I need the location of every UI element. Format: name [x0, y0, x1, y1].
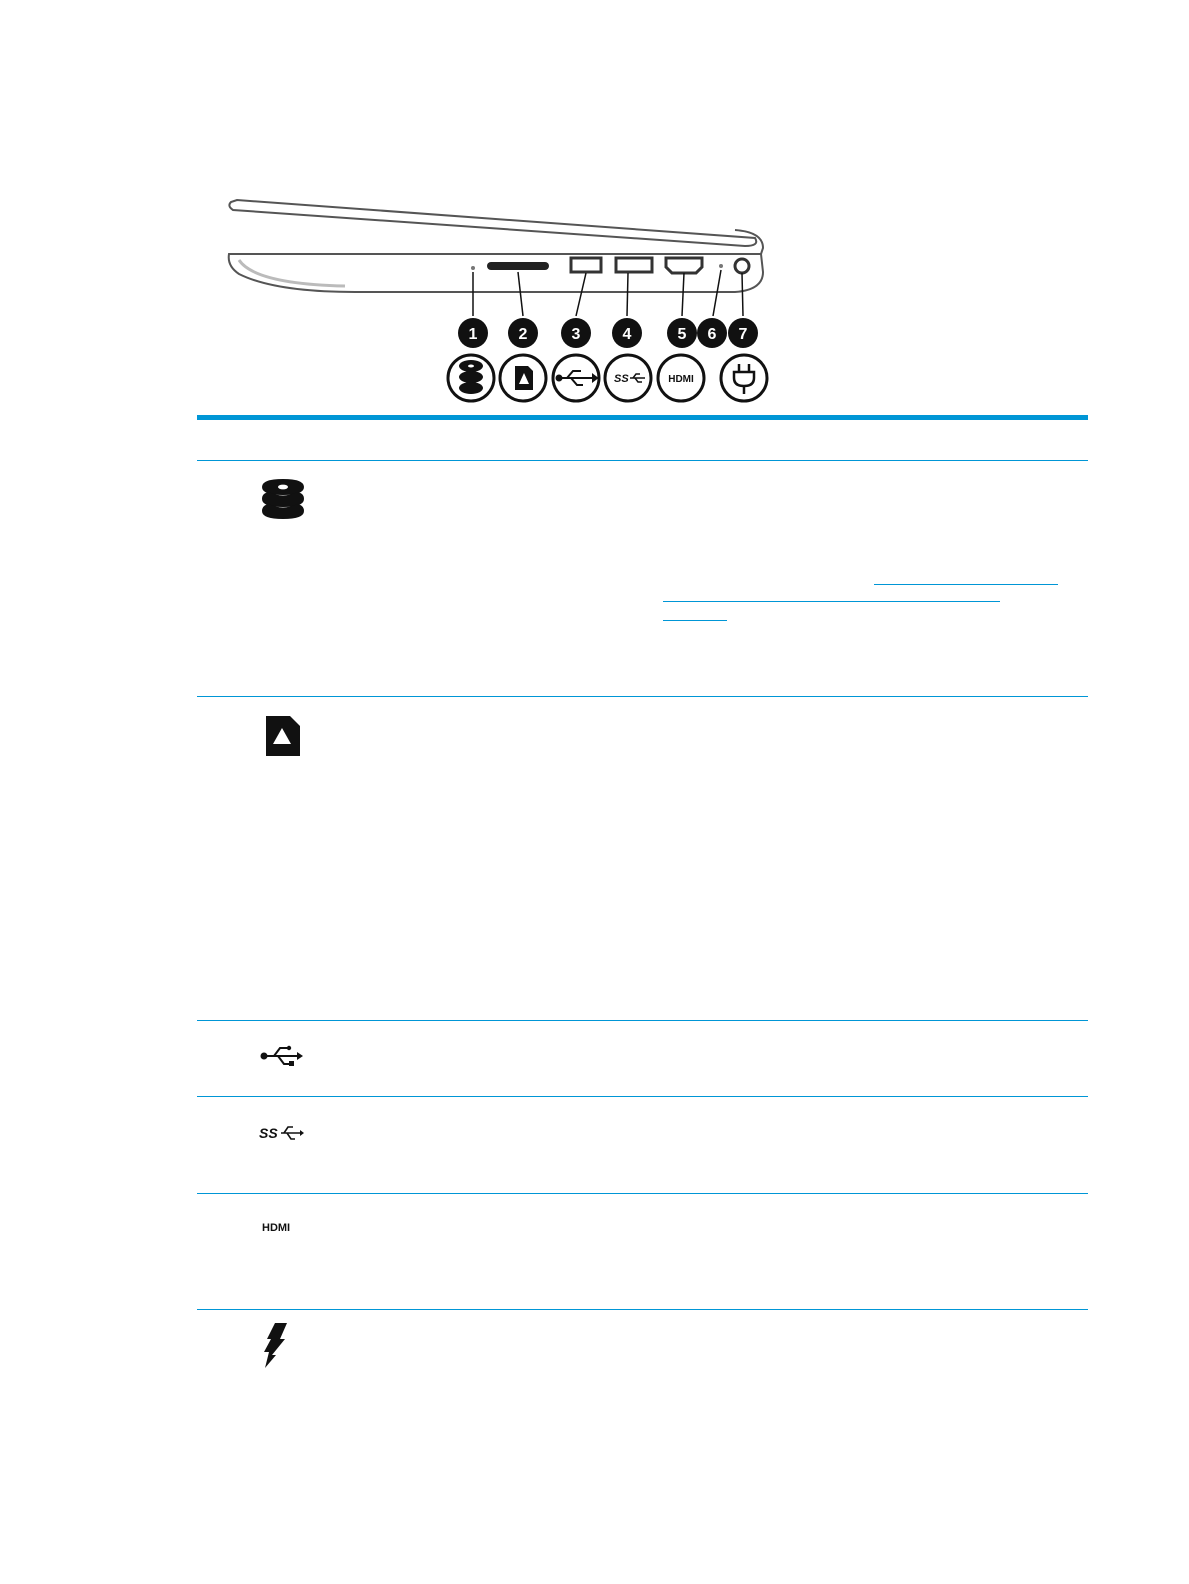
table-row-power	[197, 1310, 1088, 1530]
callout-7: 7	[738, 326, 748, 343]
svg-text:HDMI: HDMI	[262, 1222, 291, 1234]
callout-4: 4	[622, 326, 632, 343]
hdmi-icon	[262, 1220, 306, 1234]
table-header-row	[197, 420, 1088, 461]
drive-light-port	[471, 266, 475, 270]
callout-1: 1	[468, 326, 478, 343]
hdmi-icon	[668, 374, 694, 385]
callout-5: 5	[677, 326, 687, 343]
svg-text:SS: SS	[614, 373, 629, 385]
power-plug-icon-circle	[721, 355, 767, 401]
hyperlink-underline[interactable]	[663, 620, 727, 621]
usb-superspeed-icon	[259, 1123, 305, 1143]
table-row-memory-card-reader	[197, 697, 1088, 1021]
power-light-port	[719, 264, 723, 268]
hyperlink-underline[interactable]	[874, 584, 1058, 585]
components-table	[197, 415, 1088, 1530]
memory-card-icon	[264, 714, 302, 758]
table-row-drive-light	[197, 461, 1088, 697]
table-row-hdmi-port	[197, 1194, 1088, 1310]
hyperlink-underline[interactable]	[663, 601, 1000, 602]
table-row-usb-port	[197, 1021, 1088, 1097]
callout-6: 6	[707, 326, 717, 343]
usb-icon	[260, 1045, 304, 1067]
memory-card-slot	[487, 262, 549, 270]
lightning-bolt-icon	[263, 1322, 289, 1368]
drive-light-icon	[259, 475, 307, 523]
computer-side-view-illustration	[215, 180, 790, 410]
svg-text:SS: SS	[259, 1125, 278, 1141]
table-row-usb-superspeed-port	[197, 1097, 1088, 1194]
memory-card-icon	[515, 366, 533, 390]
callout-3: 3	[571, 326, 581, 343]
drive-light-icon	[459, 360, 483, 394]
svg-text:HDMI: HDMI	[668, 374, 694, 385]
callout-2: 2	[518, 326, 528, 343]
